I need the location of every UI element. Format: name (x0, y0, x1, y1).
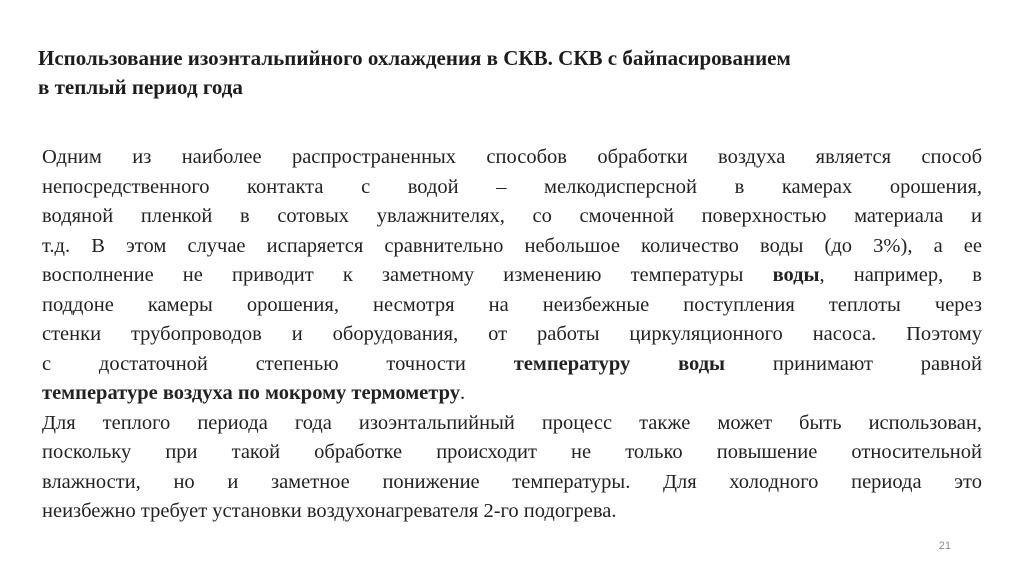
bold-term-water: воды (772, 264, 820, 286)
text-segment: , например, в (819, 264, 982, 286)
text-segment: принимают равной (725, 352, 982, 375)
title-line-1: Использование изоэнтальпийного охлаждения в СКВ. СКВ с байпасированием (38, 46, 791, 70)
body-line-2: непосредственного контакта с водой – мелкодисперсной в камерах орошения, (42, 175, 982, 198)
page-number: 21 (938, 540, 951, 552)
body-line-8 (42, 350, 982, 380)
body-line-13: неизбежно требует установки воздухонагревателя 2-го подогрева. (42, 500, 617, 522)
body-line-9 (42, 379, 982, 409)
body-line-1: Одним из наиболее распространенных способов обработки воздуха является способ (42, 146, 982, 168)
slide-title (38, 44, 988, 102)
body-line-11: поскольку при такой обработке происходит не только повышение относительной (42, 441, 982, 463)
title-line-2: в теплый период года (38, 75, 243, 99)
body-line-10: Для теплого периода года изоэнтальпийный процесс также может быть использован, (42, 411, 982, 434)
bold-term-wet-bulb: температуре воздуха по мокрому термометру (42, 382, 460, 404)
body-line-6: поддоне камеры орошения, несмотря на неизбежные поступления теплоты через (42, 293, 982, 316)
body-line-3: водяной пленкой в сотовых увлажнителях, со смоченной поверхностью материала и (42, 205, 982, 227)
text-segment: . (459, 382, 466, 404)
body-line-7: стенки трубопроводов и оборудования, от работы циркуляционного насоса. Поэтому (42, 323, 982, 345)
bold-term-water-temperature: температуру воды (513, 352, 726, 375)
body-line-5 (42, 261, 982, 291)
text-segment: с достаточной степенью точности (42, 352, 514, 375)
body-line-12: влажности, но и заметное понижение температуры. Для холодного периода это (42, 470, 982, 493)
text-segment: восполнение не приводит к заметному изменению температуры (42, 264, 773, 286)
body-line-4: т.д. В этом случае испаряется сравнительно небольшое количество воды (до 3%), а ее (42, 234, 982, 257)
slide-body (42, 143, 982, 527)
